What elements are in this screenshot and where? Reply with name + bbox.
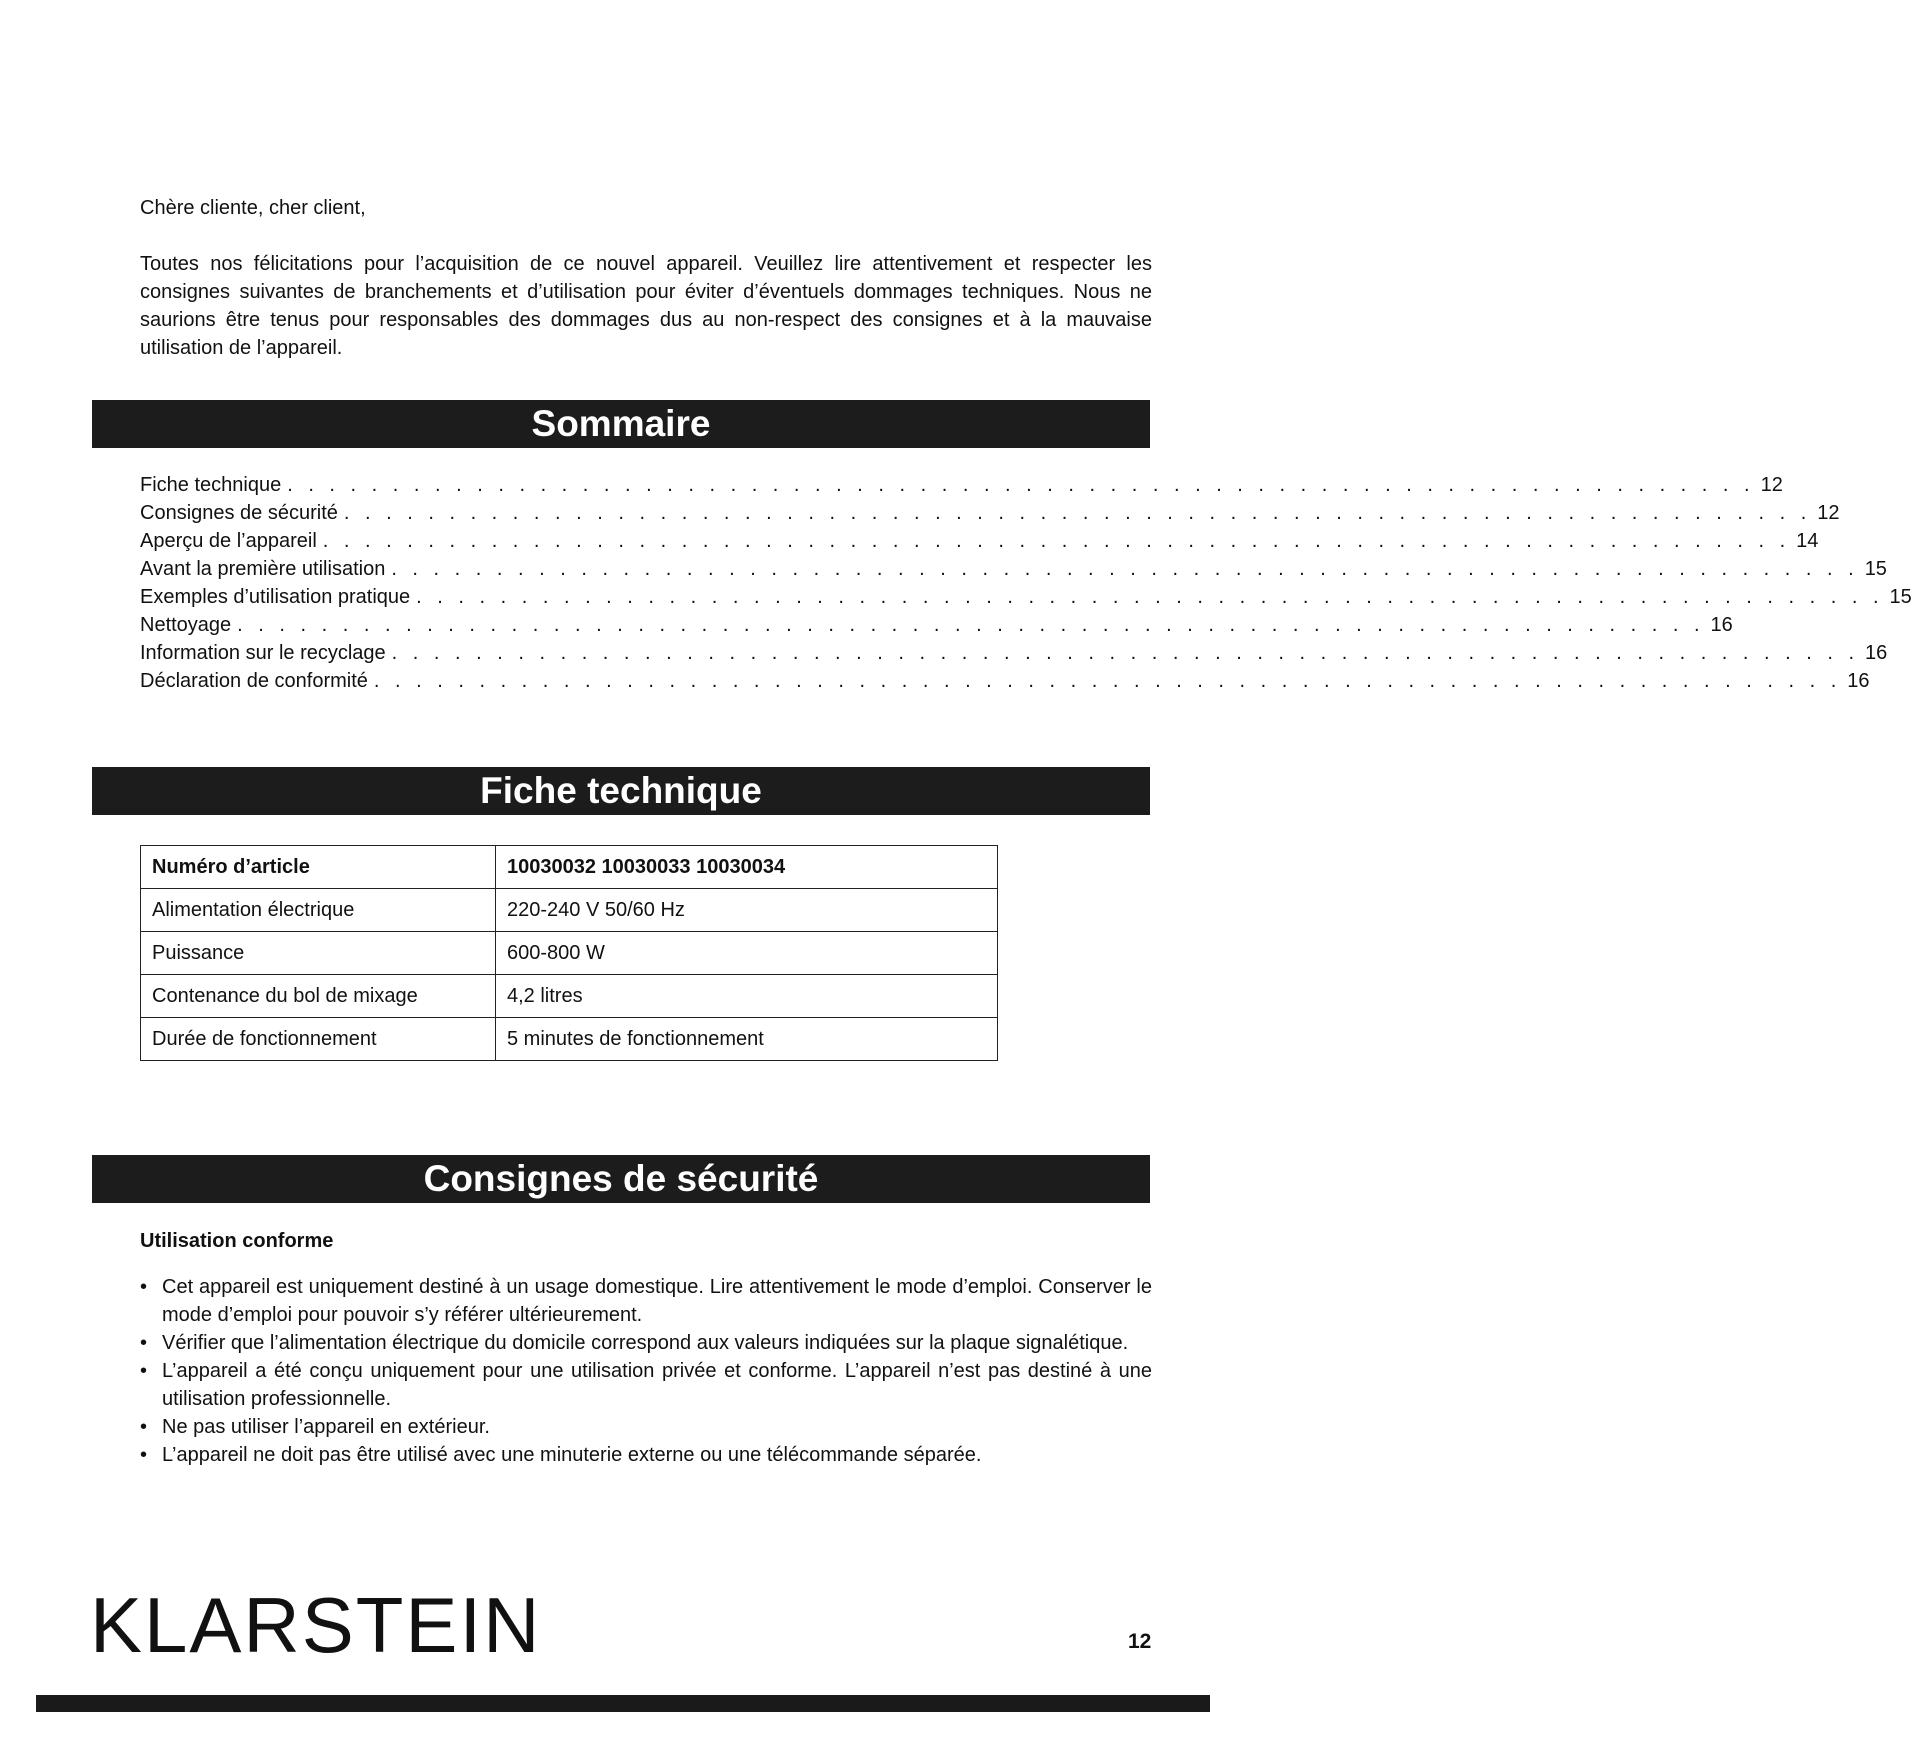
toc-title: Aperçu de l’appareil (140, 530, 317, 552)
spec-label: Alimentation électrique (141, 889, 496, 932)
toc-leader: . . . . . . . . . . . . . . . . . . . . . . . . . . . . . . . . . . . . . . . . . . . . . . . . . . . . . . . . . . . . . . . . . . . . . . (287, 474, 1755, 496)
table-row (141, 1018, 998, 1061)
toc-page: 12 (1760, 474, 1783, 496)
toc-page: 12 (1817, 502, 1840, 524)
toc-title: Information sur le recyclage (140, 642, 386, 664)
spec-table (140, 845, 998, 1061)
toc-row (140, 583, 1912, 611)
section-banner-consignes: Consignes de sécurité (92, 1155, 1150, 1203)
toc-page: 15 (1864, 558, 1887, 580)
spec-value: 220-240 V 50/60 Hz (496, 889, 998, 932)
toc-leader: . . . . . . . . . . . . . . . . . . . . . . . . . . . . . . . . . . . . . . . . . . . . . . . . . . . . . . . . . . . . . . . . . . . . . . (416, 586, 1884, 608)
toc-row (140, 499, 1840, 527)
toc-page: 16 (1865, 642, 1888, 664)
section-banner-fiche-technique: Fiche technique (92, 767, 1150, 815)
toc-page: 16 (1847, 670, 1870, 692)
toc-leader: . . . . . . . . . . . . . . . . . . . . . . . . . . . . . . . . . . . . . . . . . . . . . . . . . . . . . . . . . . . . . . . . . . . . . . (322, 530, 1791, 552)
toc-row (140, 639, 1888, 667)
greeting: Chère cliente, cher client, (140, 197, 366, 219)
brand-logo: KLARSTEIN (90, 1581, 542, 1669)
list-item: • Vérifier que l’alimentation électrique du domicile correspond aux valeurs indiquées sur la plaque signalétique. (140, 1329, 1152, 1357)
toc-title: Fiche technique (140, 474, 282, 496)
toc-page: 16 (1710, 614, 1733, 636)
subheading: Utilisation conforme (140, 1230, 334, 1252)
toc-leader: . . . . . . . . . . . . . . . . . . . . . . . . . . . . . . . . . . . . . . . . . . . . . . . . . . . . . . . . . . . . . . . . . . . . . . (391, 642, 1860, 664)
spec-label: Numéro d’article (141, 846, 496, 889)
toc-leader: . . . . . . . . . . . . . . . . . . . . . . . . . . . . . . . . . . . . . . . . . . . . . . . . . . . . . . . . . . . . . . . . . . . . . . (237, 614, 1705, 636)
toc-row (140, 611, 1733, 639)
spec-label: Contenance du bol de mixage (141, 975, 496, 1018)
toc-page: 14 (1796, 530, 1819, 552)
spec-value: 5 minutes de fonctionnement (496, 1018, 998, 1061)
page-number: 12 (1128, 1630, 1152, 1653)
toc-row (140, 527, 1819, 555)
spec-label: Durée de fonctionnement (141, 1018, 496, 1061)
list-item: • Ne pas utiliser l’appareil en extérieur. (140, 1413, 1152, 1441)
table-row (141, 932, 998, 975)
list-item: • Cet appareil est uniquement destiné à un usage domestique. Lire attentivement le mode d’emploi. Conserver le mode d’emploi pour pouvoir s’y référer ultérieurement. (140, 1273, 1152, 1329)
spec-value: 600-800 W (496, 932, 998, 975)
toc-leader: . . . . . . . . . . . . . . . . . . . . . . . . . . . . . . . . . . . . . . . . . . . . . . . . . . . . . . . . . . . . . . . . . . . . . . (343, 502, 1812, 524)
list-item: • L’appareil a été conçu uniquement pour une utilisation privée et conforme. L’appareil n’est pas destiné à une utilisation professionnelle. (140, 1357, 1152, 1413)
toc-leader: . . . . . . . . . . . . . . . . . . . . . . . . . . . . . . . . . . . . . . . . . . . . . . . . . . . . . . . . . . . . . . . . . . . . . . (391, 558, 1859, 580)
toc-leader: . . . . . . . . . . . . . . . . . . . . . . . . . . . . . . . . . . . . . . . . . . . . . . . . . . . . . . . . . . . . . . . . . . . . . . (373, 670, 1842, 692)
footer-bar (36, 1695, 1210, 1712)
toc-title: Consignes de sécurité (140, 502, 338, 524)
toc-title: Avant la première utilisation (140, 558, 386, 580)
toc-row (140, 667, 1870, 695)
toc-row (140, 555, 1887, 583)
list-item: • L’appareil ne doit pas être utilisé avec une minuterie externe ou une télécommande séparée. (140, 1441, 1152, 1469)
table-row (141, 975, 998, 1018)
toc-title: Exemples d’utilisation pratique (140, 586, 411, 608)
safety-list (140, 1273, 1152, 1469)
toc-title: Déclaration de conformité (140, 670, 368, 692)
toc-title: Nettoyage (140, 614, 232, 636)
table-row (141, 889, 998, 932)
table-row (141, 846, 998, 889)
table-of-contents (140, 471, 1912, 695)
intro-paragraph: Toutes nos félicitations pour l’acquisition de ce nouvel appareil. Veuillez lire attentivement et respecter les consignes suivantes de branchements et d’utilisation pour éviter d’éventuels dommages techniques. Nous ne saurions être tenus pour responsables des dommages dus au non-respect des consignes et à la mauvaise utilisation de l’appareil. (140, 253, 1152, 359)
spec-value: 4,2 litres (496, 975, 998, 1018)
spec-label: Puissance (141, 932, 496, 975)
toc-page: 15 (1889, 586, 1912, 608)
spec-value: 10030032 10030033 10030034 (496, 846, 998, 889)
section-banner-sommaire: Sommaire (92, 400, 1150, 448)
toc-row (140, 471, 1783, 499)
